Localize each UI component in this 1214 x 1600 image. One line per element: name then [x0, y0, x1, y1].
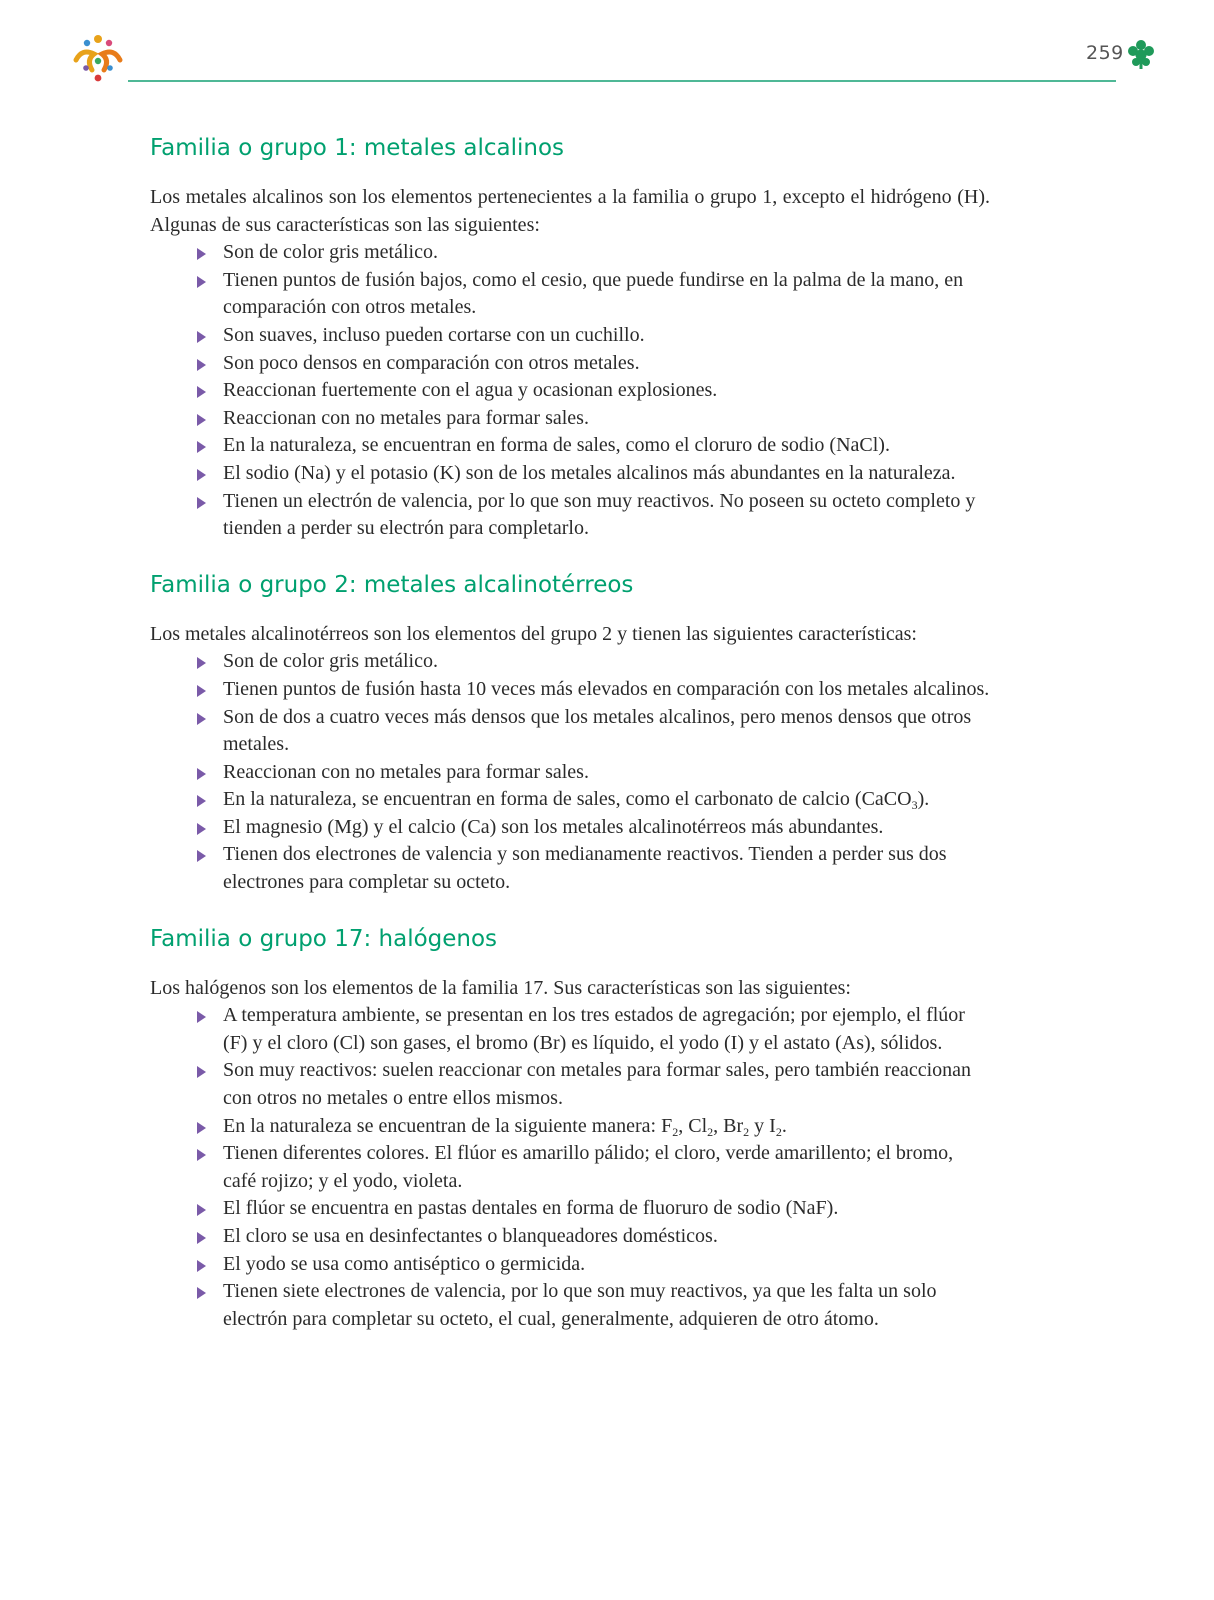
- subscript: 2: [672, 1124, 679, 1139]
- list-item: [223, 1251, 990, 1279]
- list-item-text: Reaccionan fuertemente con el agua y ocasionan explosiones.: [223, 379, 718, 402]
- list-item: [223, 1223, 990, 1251]
- section-group-2: [150, 569, 990, 897]
- list-item: [223, 814, 990, 842]
- header-rule: [128, 80, 1116, 82]
- list-item: [223, 1002, 990, 1057]
- list-item: [223, 488, 990, 543]
- section-title: Familia o grupo 17: halógenos: [150, 925, 498, 952]
- bullet-arrow-icon: [197, 768, 206, 780]
- list-item-text: Son de color gris metálico.: [223, 241, 438, 264]
- bullet-arrow-icon: [197, 850, 206, 862]
- list-item: [223, 377, 990, 405]
- bullet-arrow-icon: [197, 1122, 206, 1134]
- list-item-text: En la naturaleza, se encuentran en forma de sales, como el carbonato de calcio (CaCO: [223, 788, 912, 811]
- list-item-text: Tienen puntos de fusión hasta 10 veces más elevados en comparación con los metales alcalinos.: [223, 677, 990, 700]
- list-item-text: A temperatura ambiente, se presentan en los tres estados de agregación; por ejemplo, el flúor (F) y el cloro (Cl) son gases, el bromo (Br) es líquido, el yodo (I) y el astato (As), sólidos.: [223, 1004, 965, 1054]
- leaf-ornament-icon: [1126, 38, 1156, 70]
- list-item-text: Tienen dos electrones de valencia y son medianamente reactivos. Tienden a perder sus dos electrones para completar su octeto.: [223, 843, 947, 894]
- section-group-17: [150, 923, 990, 1334]
- bullet-arrow-icon: [197, 276, 206, 288]
- list-item: [223, 1140, 990, 1195]
- list-item: [223, 267, 990, 322]
- subscript: 2: [775, 1124, 782, 1139]
- list-item-text: En la naturaleza, se encuentran en forma de sales, como el cloruro de sodio (NaCl).: [223, 434, 890, 457]
- section-intro: Los halógenos son los elementos de la familia 17. Sus características son las siguientes:: [150, 976, 851, 999]
- bullet-arrow-icon: [197, 1011, 206, 1023]
- list-item-text: Reaccionan con no metales para formar sales.: [223, 406, 589, 429]
- list-item: [223, 1113, 990, 1141]
- list-item-text: Tienen puntos de fusión bajos, como el cesio, que puede fundirse en la palma de la mano, en comparación con otros metales.: [223, 268, 964, 319]
- list-item-text: El sodio (Na) y el potasio (K) son de los metales alcalinos más abundantes en la naturaleza.: [223, 461, 956, 484]
- list-item-text: Tienen siete electrones de valencia, por lo que son muy reactivos, ya que les falta un solo electrón para completar su octeto, el cual, generalmente, adquieren de otro átomo.: [223, 1280, 937, 1330]
- list-item: [223, 405, 990, 433]
- bullet-arrow-icon: [197, 469, 206, 481]
- list-item-text: , Br: [713, 1114, 744, 1137]
- section-intro: Los metales alcalinos son los elementos pertenecientes a la familia o grupo 1, excepto el hidrógeno (H). Algunas de sus características son las siguientes:: [150, 186, 990, 236]
- bullet-arrow-icon: [197, 1066, 206, 1078]
- list-item-text: Son poco densos en comparación con otros metales.: [223, 351, 640, 374]
- list-item-text: .: [781, 1114, 787, 1137]
- subscript: 2: [707, 1124, 714, 1139]
- list-item: [223, 648, 990, 676]
- page-content: [150, 132, 990, 1359]
- list-item: [223, 676, 990, 704]
- list-item-text: Son muy reactivos: suelen reaccionar con metales para formar sales, pero también reaccionan con otros no metales o entre ellos mismos.: [223, 1059, 972, 1110]
- bullet-arrow-icon: [197, 1287, 206, 1299]
- list-item: [223, 460, 990, 488]
- section-intro: Los metales alcalinotérreos son los elementos del grupo 2 y tienen las siguientes características:: [150, 622, 917, 645]
- list-item: [223, 1278, 990, 1333]
- bullet-arrow-icon: [197, 331, 206, 343]
- bullet-arrow-icon: [197, 1204, 206, 1216]
- list-item-text: Son de color gris metálico.: [223, 650, 438, 673]
- list-item-text: Tienen un electrón de valencia, por lo que son muy reactivos. No poseen su octeto completo y tienden a perder su electrón para completarlo.: [223, 489, 976, 540]
- list-item-text: Son de dos a cuatro veces más densos que los metales alcalinos, pero menos densos que otros metales.: [223, 705, 972, 756]
- list-item-text: El magnesio (Mg) y el calcio (Ca) son los metales alcalinotérreos más abundantes.: [223, 815, 884, 838]
- list-item-text: El cloro se usa en desinfectantes o blanqueadores domésticos.: [223, 1225, 718, 1247]
- list-item-text: El flúor se encuentra en pastas dentales en forma de fluoruro de sodio (NaF).: [223, 1197, 839, 1220]
- bullet-list: [150, 648, 990, 896]
- subscript: 2: [743, 1124, 750, 1139]
- section-title: Familia o grupo 2: metales alcalinotérreos: [150, 571, 634, 598]
- page-number: 259: [1086, 42, 1124, 64]
- bullet-arrow-icon: [197, 414, 206, 426]
- list-item-text: El yodo se usa como antiséptico o germicida.: [223, 1252, 586, 1275]
- bullet-arrow-icon: [197, 823, 206, 835]
- bullet-arrow-icon: [197, 713, 206, 725]
- subscript: 3: [911, 798, 918, 813]
- bullet-arrow-icon: [197, 795, 206, 807]
- list-item: [223, 1057, 990, 1112]
- list-item: [223, 322, 990, 350]
- list-item: [223, 841, 990, 896]
- list-item: [223, 704, 990, 759]
- publisher-logo-icon: [72, 34, 124, 84]
- list-item: [223, 350, 990, 378]
- list-item-text: y I: [749, 1114, 776, 1137]
- bullet-arrow-icon: [197, 441, 206, 453]
- list-item-text: Son suaves, incluso pueden cortarse con un cuchillo.: [223, 323, 645, 346]
- list-item-text: Reaccionan con no metales para formar sales.: [223, 760, 589, 783]
- list-item-text: Tienen diferentes colores. El flúor es amarillo pálido; el cloro, verde amarillento; el bromo, café rojizo; y el yodo, violeta.: [223, 1142, 954, 1192]
- list-item-text: En la naturaleza se encuentran de la siguiente manera: F: [223, 1114, 673, 1137]
- bullet-arrow-icon: [197, 359, 206, 371]
- list-item: [223, 786, 990, 814]
- bullet-list: [150, 239, 990, 543]
- list-item: [223, 759, 990, 787]
- list-item-text: ).: [917, 788, 930, 811]
- list-item: [223, 1195, 990, 1223]
- bullet-arrow-icon: [197, 386, 206, 398]
- bullet-arrow-icon: [197, 497, 206, 509]
- list-item: [223, 432, 990, 460]
- list-item: [223, 239, 990, 267]
- list-item-text: , Cl: [678, 1114, 708, 1137]
- bullet-arrow-icon: [197, 1260, 206, 1272]
- bullet-arrow-icon: [197, 248, 206, 260]
- bullet-arrow-icon: [197, 1149, 206, 1161]
- bullet-arrow-icon: [197, 1232, 206, 1244]
- bullet-arrow-icon: [197, 685, 206, 697]
- section-title: Familia o grupo 1: metales alcalinos: [150, 135, 565, 161]
- section-group-1: [150, 132, 990, 543]
- bullet-arrow-icon: [197, 657, 206, 669]
- bullet-list: [150, 1002, 990, 1333]
